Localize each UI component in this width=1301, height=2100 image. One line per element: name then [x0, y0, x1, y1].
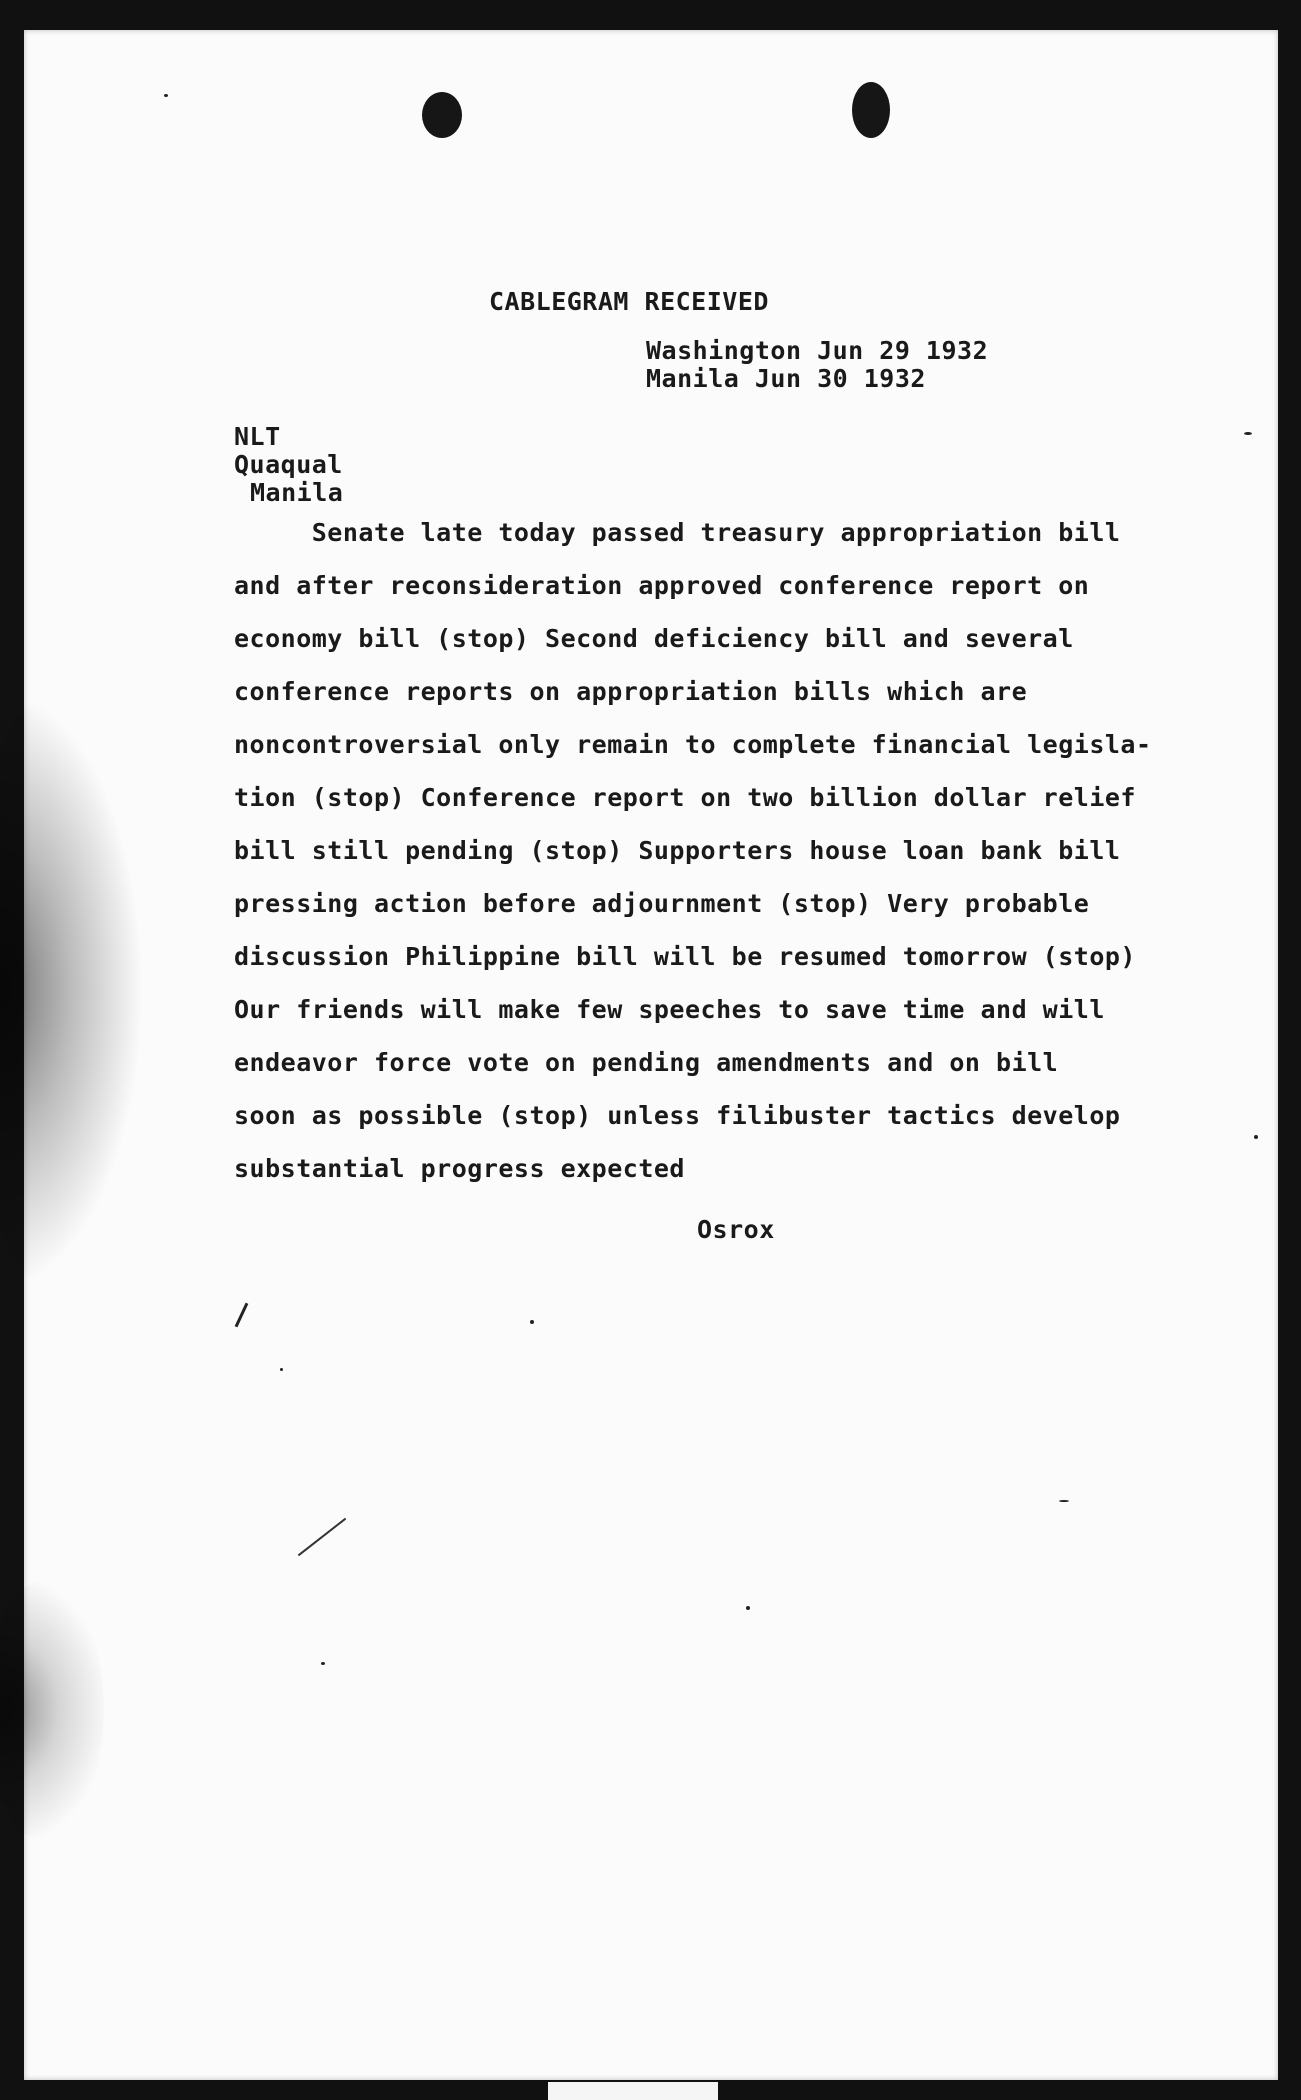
sender-signature: Osrox: [697, 1215, 775, 1244]
sent-dateline: Washington Jun 29 1932: [646, 336, 989, 365]
body-line: Our friends will make few speeches to save time and will: [234, 995, 1105, 1024]
scan-speck: [280, 1368, 283, 1371]
pen-mark: [235, 1303, 249, 1328]
cablegram-page: [24, 30, 1278, 2080]
scan-speck: [746, 1606, 750, 1610]
recipient-city: Manila: [250, 478, 344, 507]
scan-smudge: [0, 1580, 104, 1840]
scan-speck: [321, 1662, 325, 1665]
body-line: Senate late today passed treasury appropriation bill: [234, 518, 1121, 547]
document-title: CABLEGRAM RECEIVED: [489, 287, 769, 316]
recipient-cable-address: Quaqual: [234, 450, 343, 479]
body-line: tion (stop) Conference report on two billion dollar relief: [234, 783, 1136, 812]
body-line: economy bill (stop) Second deficiency bill and several: [234, 624, 1074, 653]
scan-smudge: [0, 690, 144, 1290]
body-line: noncontroversial only remain to complete financial legisla-: [234, 730, 1152, 759]
received-dateline: Manila Jun 30 1932: [646, 364, 926, 393]
body-line: pressing action before adjournment (stop) Very probable: [234, 889, 1090, 918]
body-line: substantial progress expected: [234, 1154, 685, 1183]
scan-speck: [164, 94, 168, 97]
body-line: soon as possible (stop) unless filibuster tactics develop: [234, 1101, 1121, 1130]
body-line: endeavor force vote on pending amendments and on bill: [234, 1048, 1059, 1077]
scan-speck: [530, 1320, 534, 1324]
message-class-code: NLT: [234, 422, 281, 451]
scan-speck: [1059, 1500, 1069, 1502]
body-line: conference reports on appropriation bills which are: [234, 677, 1028, 706]
punch-hole-right: [852, 82, 890, 138]
scan-speck: [1244, 432, 1252, 435]
body-line: and after reconsideration approved conference report on: [234, 571, 1090, 600]
scan-speck: [1254, 1135, 1258, 1139]
pen-mark: [298, 1518, 347, 1557]
scan-edge-tab: [548, 2082, 718, 2100]
body-line: bill still pending (stop) Supporters house loan bank bill: [234, 836, 1121, 865]
body-line: discussion Philippine bill will be resumed tomorrow (stop): [234, 942, 1136, 971]
punch-hole-left: [422, 92, 462, 138]
